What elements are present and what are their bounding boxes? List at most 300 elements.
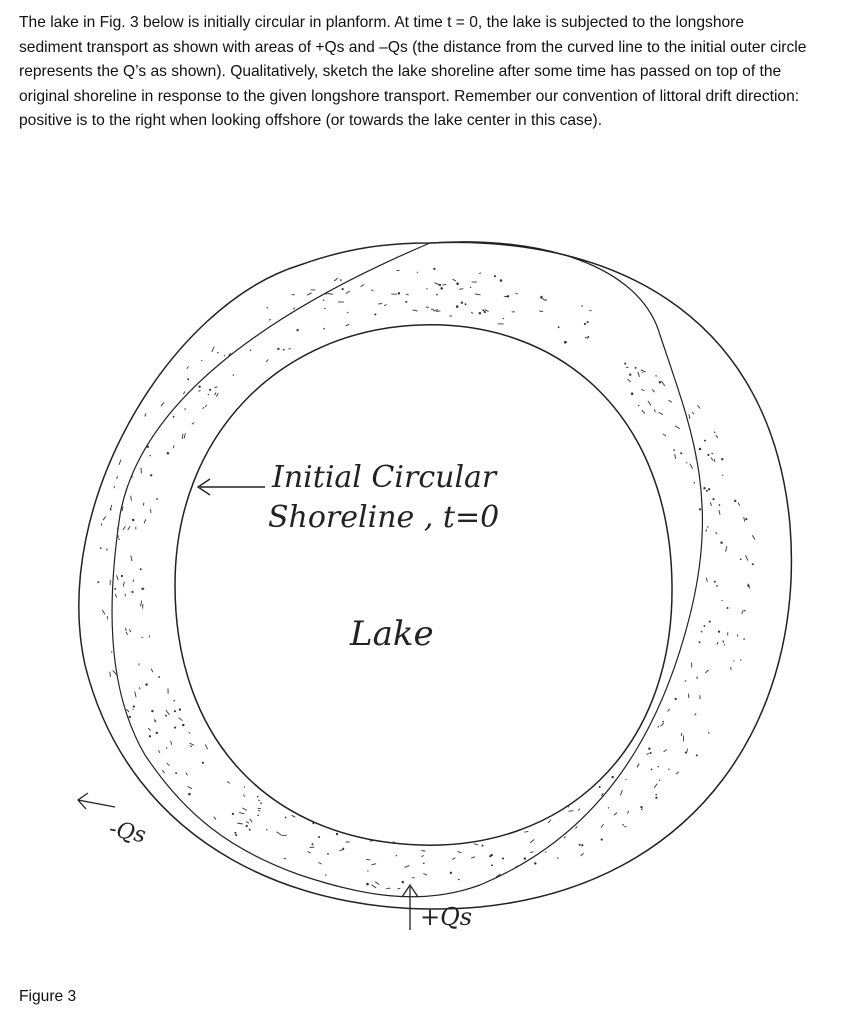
stipple-mark	[707, 454, 709, 456]
stipple-mark	[625, 779, 626, 780]
transport-curve	[112, 242, 702, 897]
stipple-mark	[648, 401, 651, 405]
stipple-mark	[111, 651, 112, 652]
stipple-mark	[642, 372, 643, 373]
stipple-mark	[145, 414, 146, 417]
stipple-mark	[673, 449, 675, 451]
stipple-mark	[686, 749, 687, 754]
stipple-mark	[151, 710, 153, 712]
stipple-mark	[661, 723, 664, 726]
outer-shoreline-circle	[79, 242, 792, 909]
stipple-mark	[421, 856, 424, 857]
stipple-mark	[740, 659, 741, 660]
stipple-mark	[503, 318, 504, 319]
stipple-mark	[650, 752, 652, 754]
stipple-mark	[436, 294, 438, 296]
stipple-mark	[188, 793, 191, 796]
stipple-mark	[708, 732, 710, 734]
stipple-mark	[149, 735, 151, 737]
stipple-mark	[132, 709, 133, 710]
stipple-mark	[342, 288, 344, 290]
initial-shoreline-arrow	[198, 479, 265, 495]
stipple-mark	[334, 278, 338, 281]
stipple-mark	[285, 817, 287, 819]
problem-statement: The lake in Fig. 3 below is initially circular in planform. At time t = 0, the lake is subjected to the longshore sediment transport as shown with areas of +Qs and –Qs (the distance from the curved line to the initial outer circle represents the Q’s as shown). Qualitatively, sketch the lake shoreline after some time has passed on top of the original shoreline in response to the given longshore transport. Remember our convention of littoral drift direction: positive is to the right when looking offshore (or towards the lake center in this case).	[19, 14, 807, 130]
stipple-mark	[405, 865, 410, 867]
stipple-mark	[530, 840, 534, 843]
stipple-mark	[148, 728, 150, 730]
stipple-mark	[692, 412, 694, 414]
stipple-mark	[237, 823, 243, 824]
stipple-mark	[640, 806, 642, 808]
stipple-mark	[611, 776, 613, 778]
stipple-mark	[474, 844, 478, 845]
stipple-mark	[475, 294, 481, 295]
stipple-mark	[188, 786, 192, 789]
stipple-mark	[267, 307, 268, 308]
stipple-mark	[698, 405, 701, 408]
stipple-mark	[706, 529, 707, 532]
lake-figure	[0, 195, 865, 975]
stipple-mark	[638, 405, 640, 407]
stipple-mark	[396, 855, 397, 856]
stipple-mark	[587, 336, 589, 338]
stipple-mark	[737, 635, 738, 637]
stipple-mark	[659, 412, 663, 415]
stipple-mark	[323, 328, 325, 330]
stipple-mark	[114, 588, 116, 590]
stipple-mark	[714, 581, 716, 583]
stipple-mark	[433, 268, 435, 270]
stipple-mark	[147, 446, 149, 448]
stipple-mark	[173, 700, 175, 702]
stipple-mark	[734, 500, 736, 502]
stipple-mark	[668, 709, 670, 712]
stipple-mark	[724, 644, 725, 645]
stipple-mark	[534, 862, 536, 864]
stipple-mark	[374, 313, 376, 315]
stipple-mark	[208, 394, 209, 395]
stipple-mark	[292, 815, 296, 817]
stipple-mark	[318, 836, 320, 838]
stipple-mark	[637, 764, 639, 768]
stipple-mark	[658, 726, 659, 728]
stipple-mark	[642, 410, 645, 414]
stipple-mark	[655, 375, 657, 377]
stipple-mark	[718, 631, 720, 633]
stipple-mark	[500, 279, 503, 282]
stipple-mark	[439, 284, 441, 286]
stipple-mark	[491, 864, 493, 866]
stipple-mark	[712, 498, 714, 500]
stipple-mark	[187, 366, 189, 368]
minus-qs-arrow	[78, 793, 115, 809]
stipple-mark	[100, 547, 102, 549]
stipple-mark	[151, 669, 153, 673]
stipple-mark	[258, 810, 260, 811]
stipple-mark	[406, 294, 409, 295]
stipple-mark	[131, 556, 132, 562]
stipple-mark	[540, 296, 542, 298]
stipple-mark	[545, 851, 546, 852]
stipple-mark	[743, 638, 745, 640]
stipple-mark	[654, 409, 656, 412]
stipple-mark	[452, 858, 455, 860]
stipple-mark	[676, 772, 679, 774]
stipple-mark	[186, 773, 188, 776]
stipple-mark	[433, 310, 438, 312]
stipple-mark	[398, 292, 400, 294]
stipple-mark	[652, 389, 654, 392]
stipple-mark	[628, 811, 629, 814]
stipple-mark	[342, 848, 344, 850]
stipple-mark	[524, 831, 528, 832]
stipple-mark	[694, 482, 695, 484]
stipple-mark	[141, 601, 142, 607]
stipple-mark	[662, 721, 664, 723]
stipple-mark	[173, 445, 174, 448]
stipple-mark	[102, 610, 105, 614]
stipple-mark	[461, 302, 463, 304]
stipple-mark	[655, 797, 657, 799]
stipple-mark	[144, 519, 146, 523]
stipple-mark	[745, 518, 747, 520]
stipple-mark	[312, 843, 314, 845]
stipple-mark	[277, 348, 279, 350]
stipple-mark	[250, 819, 253, 823]
stipple-mark	[205, 405, 207, 407]
label-initial-line2: Shoreline , t=0	[268, 500, 500, 535]
stipple-mark	[699, 641, 701, 643]
stipple-mark	[716, 532, 717, 534]
stipple-mark	[142, 637, 143, 638]
stipple-mark	[283, 349, 285, 351]
stipple-mark	[579, 844, 581, 846]
stipple-mark	[459, 289, 463, 290]
stipple-mark	[601, 838, 603, 840]
stipple-mark	[458, 879, 460, 880]
stipple-mark	[140, 568, 142, 570]
stipple-mark	[174, 727, 176, 729]
stipple-mark	[235, 834, 237, 836]
stipple-mark	[581, 853, 584, 856]
stipple-mark	[435, 283, 440, 285]
stipple-mark	[224, 355, 225, 356]
stipple-mark	[246, 825, 248, 827]
stipple-mark	[182, 434, 183, 439]
stipple-mark	[620, 790, 622, 796]
stipple-mark	[714, 432, 715, 433]
stipple-mark	[584, 323, 586, 325]
stipple-mark	[548, 820, 551, 823]
stipple-mark	[701, 631, 703, 633]
stipple-mark	[721, 458, 723, 460]
stipple-mark	[119, 539, 120, 540]
stipple-mark	[250, 350, 251, 351]
stipple-mark	[258, 808, 261, 809]
inner-shoreline-circle	[175, 325, 672, 845]
stipple-mark	[119, 460, 121, 465]
stipple-mark	[661, 381, 664, 386]
stipple-mark	[205, 744, 207, 749]
label-lake: Lake	[350, 614, 434, 654]
stipple-mark	[726, 607, 728, 609]
stipple-mark	[719, 504, 721, 506]
stipple-mark	[450, 872, 452, 874]
stipple-mark	[378, 304, 382, 305]
figure-caption: Figure 3	[19, 988, 77, 1005]
stipple-mark	[249, 829, 251, 831]
stipple-mark	[515, 293, 517, 294]
stipple-mark	[159, 750, 160, 753]
stipple-mark	[738, 503, 740, 506]
stipple-mark	[129, 716, 131, 718]
stipple-mark	[655, 794, 657, 796]
stipple-mark	[664, 750, 667, 752]
stipple-mark	[192, 423, 194, 425]
stipple-mark	[126, 709, 129, 712]
stipple-mark	[307, 293, 312, 295]
stipple-mark	[308, 851, 311, 853]
stipple-mark	[117, 575, 119, 580]
stipple-mark	[443, 284, 447, 285]
label-plus-qs: +Qs	[420, 903, 473, 931]
stipple-mark	[742, 610, 744, 614]
stipple-mark	[117, 476, 118, 479]
stipple-mark	[260, 802, 262, 804]
stipple-mark	[126, 632, 128, 635]
stipple-mark	[246, 822, 249, 824]
stipple-mark	[171, 741, 172, 745]
stipple-mark	[269, 319, 271, 320]
stipple-mark	[752, 563, 754, 565]
stipple-mark	[167, 452, 170, 455]
stipple-mark	[183, 391, 185, 394]
stipple-mark	[232, 813, 234, 815]
stipple-mark	[576, 826, 578, 828]
stipple-mark	[657, 766, 658, 767]
stipple-mark	[705, 670, 708, 673]
stipple-mark	[720, 542, 722, 544]
stipple-mark	[651, 769, 653, 771]
stipple-mark	[744, 517, 745, 522]
stipple-mark	[142, 588, 144, 590]
stipple-mark	[366, 883, 369, 886]
stipple-mark	[557, 857, 558, 858]
stipple-mark	[123, 526, 126, 530]
stipple-mark	[209, 389, 211, 391]
stipple-mark	[706, 490, 708, 492]
stipple-mark	[239, 813, 244, 814]
stipple-mark	[564, 341, 567, 344]
stipple-mark	[686, 462, 687, 463]
stipple-mark	[243, 795, 245, 797]
stipple-mark	[336, 833, 338, 835]
stipple-mark	[731, 667, 732, 670]
stipple-mark	[143, 503, 144, 506]
stipple-mark	[581, 844, 583, 846]
stipple-mark	[103, 517, 106, 521]
stipple-mark	[110, 672, 111, 677]
stipple-mark	[721, 600, 722, 601]
stipple-mark	[312, 822, 314, 824]
stipple-mark	[167, 763, 170, 766]
stipple-mark	[624, 826, 626, 827]
stipple-mark	[277, 832, 282, 835]
stipple-mark	[139, 687, 140, 689]
stipple-mark	[155, 719, 156, 722]
stipple-mark	[719, 510, 720, 515]
stipple-mark	[367, 870, 368, 871]
stipple-mark	[402, 881, 404, 883]
stipple-mark	[198, 386, 200, 388]
stipple-mark	[398, 888, 401, 889]
stipple-mark	[629, 374, 631, 376]
stipple-mark	[372, 885, 377, 888]
stipple-mark	[202, 407, 204, 409]
stipple-mark	[685, 752, 687, 754]
stipple-mark	[689, 414, 690, 419]
stipple-mark	[227, 781, 230, 783]
stipple-mark	[244, 786, 245, 787]
lake-diagram	[0, 195, 865, 975]
stipple-mark	[752, 535, 755, 539]
stipple-mark	[722, 474, 723, 475]
stipple-mark	[375, 882, 379, 885]
stipple-mark	[703, 487, 705, 489]
stipple-mark	[710, 502, 711, 506]
stipple-mark	[340, 279, 342, 281]
stipple-mark	[242, 808, 247, 811]
stipple-mark	[675, 454, 676, 459]
stipple-mark	[709, 621, 711, 623]
stipple-mark	[502, 857, 504, 859]
stipple-mark	[129, 629, 131, 632]
stipple-mark	[117, 528, 118, 531]
stipple-mark	[328, 294, 333, 295]
stipple-mark	[135, 692, 136, 698]
stipple-mark	[423, 862, 425, 864]
stipple-mark	[669, 400, 672, 402]
stipple-mark	[166, 710, 170, 715]
stipple-mark	[214, 817, 216, 820]
stipple-mark	[323, 299, 325, 301]
stipple-mark	[347, 312, 348, 313]
stipple-mark	[182, 724, 184, 726]
stipple-mark	[599, 786, 601, 788]
stipple-mark	[149, 455, 150, 456]
stipple-mark	[695, 458, 696, 459]
stipple-mark	[723, 640, 724, 643]
stipple-mark	[417, 272, 418, 273]
stipple-mark	[740, 558, 742, 560]
stipple-mark	[628, 379, 631, 382]
stipple-mark	[201, 360, 202, 361]
stipple-mark	[608, 807, 609, 808]
stipple-mark	[663, 434, 666, 436]
stipple-mark	[266, 359, 268, 362]
stipple-mark	[479, 273, 481, 274]
stipple-mark	[706, 578, 707, 582]
stipple-mark	[465, 303, 467, 305]
stipple-mark	[346, 324, 350, 326]
stipple-mark	[704, 440, 706, 442]
stipple-mark	[659, 780, 660, 781]
stipple-mark	[488, 838, 489, 839]
stipple-mark	[97, 581, 99, 583]
stipple-mark	[266, 829, 267, 830]
stipple-mark	[601, 824, 604, 827]
stipple-mark	[179, 718, 183, 721]
stipple-mark	[708, 488, 710, 490]
stipple-mark	[131, 591, 133, 593]
stipple-mark	[189, 732, 190, 734]
stipple-mark	[491, 854, 493, 856]
stipple-mark	[257, 796, 259, 798]
stipple-mark	[711, 457, 713, 460]
stipple-mark	[126, 628, 127, 631]
stipple-mark	[482, 845, 484, 847]
stipple-mark	[190, 746, 192, 747]
sand-stipple	[97, 268, 755, 889]
stipple-mark	[179, 708, 181, 710]
stipple-mark	[158, 676, 160, 678]
stipple-mark	[578, 809, 580, 811]
stipple-mark	[711, 453, 713, 455]
stipple-mark	[426, 288, 427, 289]
stipple-mark	[680, 452, 682, 454]
stipple-mark	[436, 311, 440, 312]
stipple-mark	[471, 312, 473, 313]
stipple-mark	[452, 279, 456, 281]
stipple-mark	[685, 680, 686, 681]
stipple-mark	[569, 811, 574, 812]
stipple-mark	[131, 496, 132, 501]
stipple-mark	[587, 321, 589, 323]
stipple-mark	[524, 857, 526, 859]
stipple-mark	[648, 748, 650, 750]
stipple-mark	[568, 806, 569, 807]
stipple-mark	[202, 762, 204, 764]
stipple-mark	[440, 287, 443, 290]
stipple-mark	[257, 814, 259, 816]
stipple-mark	[626, 367, 629, 368]
stipple-mark	[145, 683, 147, 685]
stipple-mark	[296, 329, 298, 331]
stipple-mark	[558, 326, 560, 328]
stipple-mark	[150, 474, 152, 476]
stipple-mark	[184, 409, 186, 410]
stipple-mark	[156, 732, 158, 734]
stipple-mark	[479, 312, 482, 315]
stipple-mark	[115, 594, 116, 598]
stipple-mark	[339, 850, 344, 851]
stipple-mark	[123, 582, 124, 587]
stipple-mark	[635, 367, 637, 369]
stipple-mark	[132, 519, 134, 521]
label-minus-qs: -Qs	[106, 816, 148, 849]
stipple-mark	[361, 284, 365, 286]
stipple-mark	[470, 287, 471, 288]
stipple-mark	[647, 753, 649, 754]
stipple-mark	[638, 372, 640, 377]
stipple-mark	[703, 625, 705, 627]
stipple-mark	[471, 857, 475, 858]
stipple-mark	[405, 301, 407, 303]
stipple-mark	[699, 448, 702, 451]
stipple-mark	[289, 348, 291, 349]
stipple-mark	[654, 784, 657, 788]
